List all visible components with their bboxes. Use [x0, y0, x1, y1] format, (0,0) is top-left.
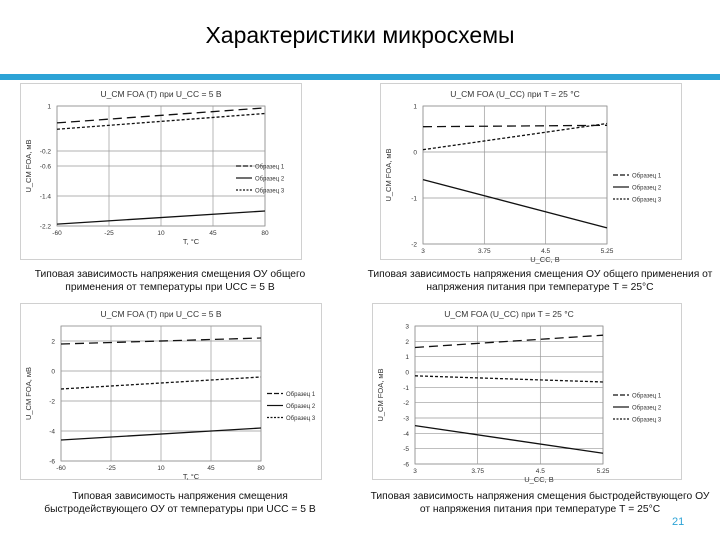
y-tick-label: -2	[49, 398, 55, 406]
y-tick-label: 1	[47, 103, 51, 111]
chart-3-caption: Типовая зависимость напряжения смещения быстродействующего ОУ от температуры при UCC = 5 В	[44, 491, 316, 515]
legend-label: Образец 2	[632, 185, 662, 192]
x-tick-label: 5.25	[596, 468, 610, 475]
x-tick-label: -25	[104, 230, 114, 237]
series-line-2	[423, 180, 607, 228]
chart-2	[381, 84, 681, 264]
y-axis-label: U_CM FOA, мВ	[24, 366, 33, 421]
chart-3-panel	[20, 303, 322, 480]
y-tick-label: -2	[411, 241, 417, 249]
x-tick-label: 4.5	[541, 248, 551, 255]
x-tick-label: 10	[157, 230, 165, 237]
y-tick-label: 3	[405, 323, 409, 331]
y-tick-label: -1	[411, 195, 417, 203]
y-tick-label: 1	[413, 103, 417, 111]
legend-label: Образец 3	[255, 188, 285, 195]
y-tick-label: -5	[403, 446, 409, 454]
chart-2-panel	[380, 83, 682, 264]
chart-4-panel	[372, 303, 682, 484]
legend-label: Образец 2	[632, 405, 662, 412]
y-tick-label: -1	[403, 384, 409, 392]
y-tick-label: -3	[403, 415, 409, 423]
chart-2-caption: Типовая зависимость напряжения смещения ОУ общего применения от напряжения питания при температуре Т = 25°С	[367, 269, 713, 293]
legend-label: Образец 3	[286, 416, 316, 422]
legend-label: Образец 1	[632, 393, 662, 400]
y-tick-label: -2.2	[39, 223, 51, 231]
legend-label: Образец 1	[632, 173, 662, 180]
x-tick-label: 3.75	[471, 468, 484, 475]
chart-1-panel	[20, 83, 302, 260]
legend-label: Образец 2	[286, 404, 316, 410]
plot-frame	[423, 106, 607, 244]
y-tick-label: -4	[403, 430, 409, 438]
x-axis-label: U_CC, В	[524, 475, 554, 484]
chart-3	[21, 304, 321, 479]
y-tick-label: -6	[403, 461, 409, 469]
y-tick-label: 2	[405, 338, 409, 346]
x-tick-label: 80	[257, 465, 265, 472]
slide-title: Характеристики микросхемы	[205, 22, 515, 48]
chart-4-caption: Типовая зависимость напряжения смещения быстродействующего ОУ от напряжения питания при температуре Т = 25°С	[370, 491, 710, 515]
x-tick-label: -60	[56, 465, 66, 472]
legend-label: Образец 3	[632, 197, 662, 204]
x-tick-label: 80	[261, 230, 269, 237]
y-tick-label: -1.4	[39, 193, 51, 201]
y-tick-label: 2	[51, 338, 55, 346]
y-tick-label: 1	[405, 354, 409, 362]
y-tick-label: -2	[403, 400, 409, 408]
x-tick-label: 10	[157, 465, 165, 472]
y-tick-label: 0	[51, 368, 55, 376]
chart-title: U_CM FOA (U_CC) при T = 25 °C	[450, 89, 580, 99]
x-axis-label: U_CC, В	[530, 255, 560, 264]
series-line-3	[423, 123, 607, 149]
x-tick-label: 3	[421, 248, 425, 255]
plot-frame	[415, 326, 603, 464]
chart-title: U_CM FOA (T) при U_CC = 5 В	[100, 309, 222, 319]
series-line-3	[415, 376, 603, 382]
chart-1	[21, 84, 301, 259]
legend-label: Образец 1	[255, 164, 285, 171]
y-tick-label: -0.2	[39, 148, 51, 156]
chart-title: U_CM FOA (T) при U_CC = 5 В	[100, 89, 222, 99]
x-tick-label: 45	[209, 230, 217, 237]
y-axis-label: U_CM FOA, мВ	[24, 139, 33, 193]
x-tick-label: 4.5	[535, 468, 545, 475]
y-tick-label: 0	[413, 149, 417, 157]
title-accent-bar	[0, 74, 720, 80]
y-tick-label: -0.6	[39, 163, 51, 171]
x-tick-label: 5.25	[600, 248, 614, 255]
x-tick-label: -25	[106, 465, 116, 472]
x-tick-label: 3.75	[478, 248, 491, 255]
x-tick-label: 3	[413, 468, 417, 475]
legend-label: Образец 2	[255, 176, 285, 183]
series-line-2	[415, 426, 603, 454]
page-number: 21	[672, 516, 685, 528]
chart-title: U_CM FOA (U_CC) при T = 25 °C	[444, 309, 574, 319]
y-axis-label: U_CM FOA, мВ	[376, 368, 385, 422]
y-axis-label: U_CM FOA, мВ	[384, 148, 393, 202]
chart-1-caption: Типовая зависимость напряжения смещения ОУ общего применения от температуры при UCC = 5 В	[34, 269, 306, 293]
x-tick-label: 45	[207, 465, 215, 472]
chart-4	[373, 304, 681, 484]
y-tick-label: -4	[49, 428, 55, 436]
y-tick-label: 0	[405, 369, 409, 377]
x-axis-label: T, °C	[182, 472, 200, 481]
y-tick-label: -6	[49, 458, 55, 466]
legend-label: Образец 3	[632, 417, 662, 424]
x-axis-label: T, °C	[182, 237, 200, 246]
legend-label: Образец 1	[286, 392, 316, 398]
series-line-1	[423, 125, 607, 126]
x-tick-label: -60	[52, 230, 62, 237]
